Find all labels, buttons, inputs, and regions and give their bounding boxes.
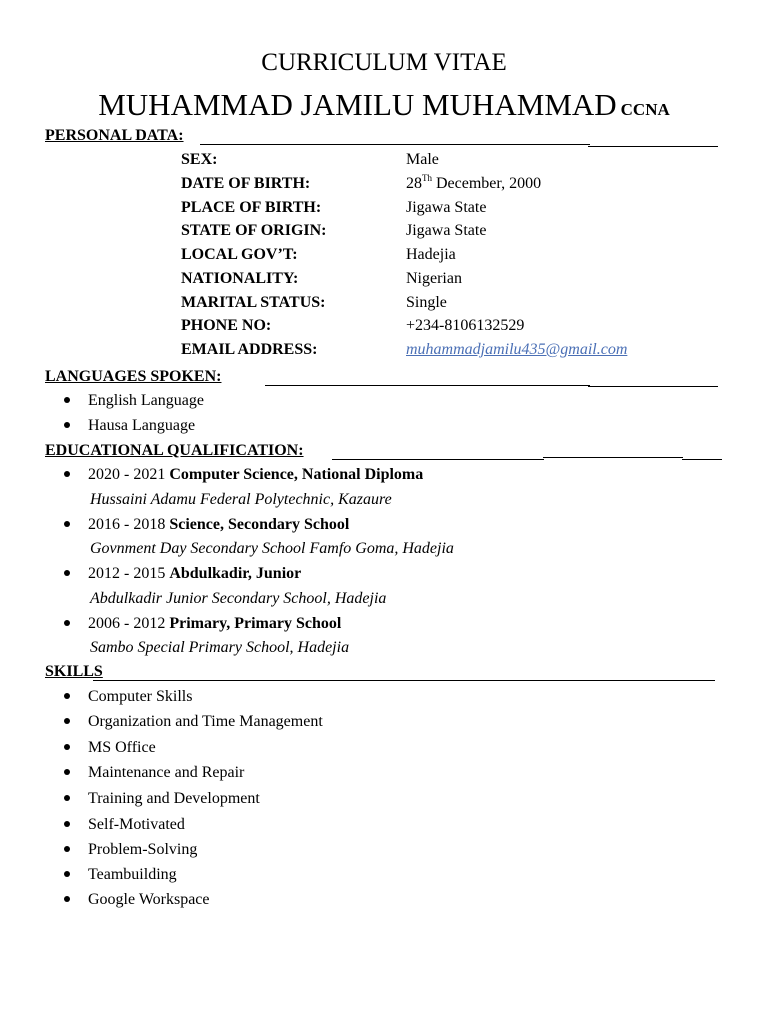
list-item: Problem-Solving <box>64 839 197 861</box>
bullet-icon <box>64 744 70 750</box>
list-item: Hausa Language <box>64 415 195 437</box>
section-heading-education: EDUCATIONAL QUALIFICATION: <box>45 442 304 459</box>
bullet-icon <box>64 795 70 801</box>
education-school: Abdulkadir Junior Secondary School, Hadejia <box>90 590 387 607</box>
bullet-icon <box>64 521 70 527</box>
section-rule <box>265 385 590 386</box>
personal-label-marital-status: MARITAL STATUS: <box>181 294 326 311</box>
personal-value-marital-status: Single <box>406 294 447 311</box>
bullet-icon <box>64 871 70 877</box>
bullet-icon <box>64 620 70 626</box>
dob-suffix: Th <box>422 173 432 183</box>
personal-value-place-of-birth: Jigawa State <box>406 199 487 216</box>
section-rule <box>588 386 718 387</box>
section-rule <box>93 680 715 681</box>
personal-label-phone: PHONE NO: <box>181 317 272 334</box>
section-rule <box>543 457 683 458</box>
section-rule <box>200 144 590 145</box>
personal-value-dob <box>406 173 541 195</box>
education-school: Hussaini Adamu Federal Polytechnic, Kazaure <box>90 491 392 508</box>
personal-label-email: EMAIL ADDRESS: <box>181 341 318 358</box>
personal-value-local-govt: Hadejia <box>406 246 456 263</box>
personal-label-local-govt: LOCAL GOV’T: <box>181 246 298 263</box>
bullet-icon <box>64 397 70 403</box>
bullet-icon <box>64 846 70 852</box>
list-item: Self-Motivated <box>64 814 185 836</box>
section-heading-languages: LANGUAGES SPOKEN: <box>45 368 222 385</box>
education-item: 2006 - 2012 Primary, Primary School <box>64 613 341 635</box>
certification-suffix: CCNA <box>620 100 670 119</box>
email-link[interactable]: muhammadjamilu435@gmail.com <box>406 341 628 358</box>
bullet-icon <box>64 821 70 827</box>
list-item: Organization and Time Management <box>64 711 323 733</box>
personal-label-place-of-birth: PLACE OF BIRTH: <box>181 199 322 216</box>
bullet-icon <box>64 769 70 775</box>
bullet-icon <box>64 718 70 724</box>
candidate-name <box>0 85 768 130</box>
bullet-icon <box>64 471 70 477</box>
personal-value-state-of-origin: Jigawa State <box>406 222 487 239</box>
personal-value-nationality: Nigerian <box>406 270 462 287</box>
section-rule <box>332 459 544 460</box>
section-rule <box>682 459 722 460</box>
personal-value-phone: +234-8106132529 <box>406 317 525 334</box>
list-item: Google Workspace <box>64 889 210 911</box>
list-item: Teambuilding <box>64 864 177 886</box>
section-rule <box>588 146 718 147</box>
section-heading-skills: SKILLS <box>45 663 103 680</box>
education-school: Govnment Day Secondary School Famfo Goma, Hadejia <box>90 540 454 557</box>
candidate-name-text: MUHAMMAD JAMILU MUHAMMAD <box>98 87 617 122</box>
list-item: Maintenance and Repair <box>64 762 244 784</box>
list-item: Training and Development <box>64 788 260 810</box>
bullet-icon <box>64 896 70 902</box>
list-item: Computer Skills <box>64 686 192 708</box>
personal-label-sex: SEX: <box>181 151 218 168</box>
document-title: CURRICULUM VITAE <box>261 49 507 76</box>
personal-label-state-of-origin: STATE OF ORIGIN: <box>181 222 327 239</box>
education-item: 2012 - 2015 Abdulkadir, Junior <box>64 563 301 585</box>
bullet-icon <box>64 422 70 428</box>
education-item: 2020 - 2021 Computer Science, National Diploma <box>64 464 423 486</box>
dob-day: 28 <box>406 175 422 192</box>
list-item: English Language <box>64 390 204 412</box>
education-school: Sambo Special Primary School, Hadejia <box>90 639 350 656</box>
list-item: MS Office <box>64 737 156 759</box>
section-heading-personal: PERSONAL DATA: <box>45 127 184 144</box>
personal-label-dob: DATE OF BIRTH: <box>181 175 311 192</box>
personal-label-nationality: NATIONALITY: <box>181 270 299 287</box>
bullet-icon <box>64 570 70 576</box>
bullet-icon <box>64 693 70 699</box>
personal-value-sex: Male <box>406 151 439 168</box>
dob-rest: December, 2000 <box>432 175 542 192</box>
education-item: 2016 - 2018 Science, Secondary School <box>64 514 349 536</box>
